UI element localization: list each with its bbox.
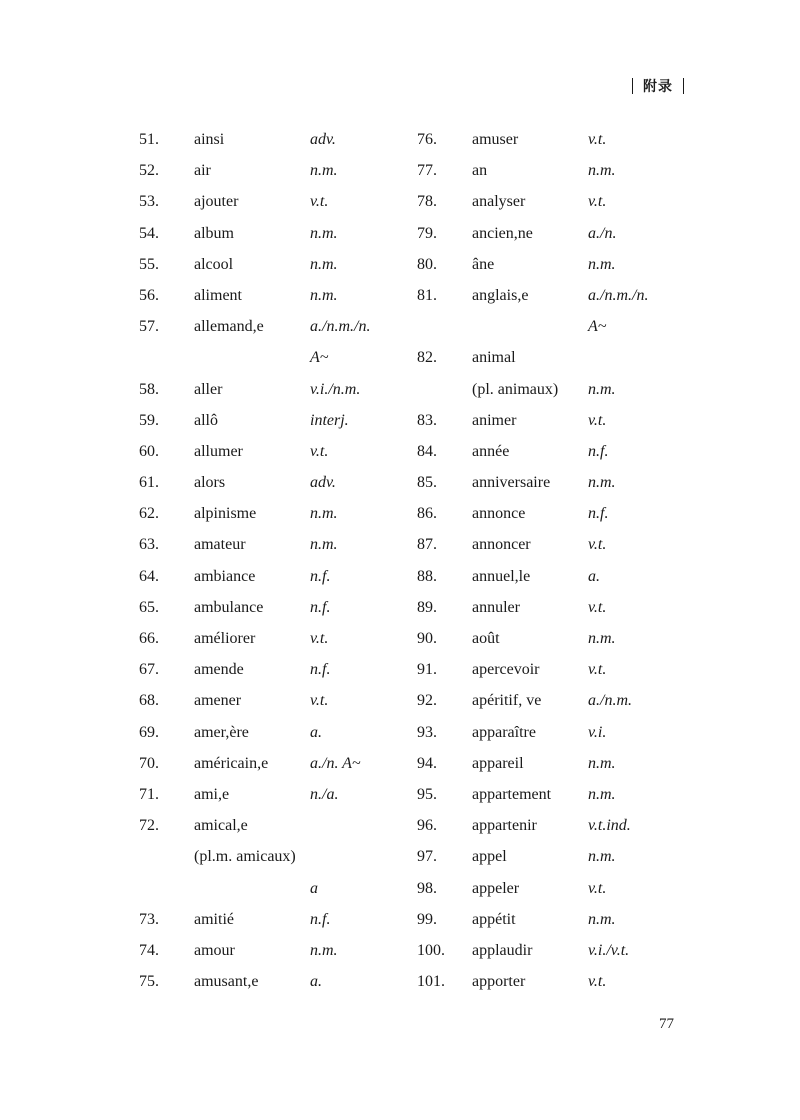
entry-part-of-speech: a. bbox=[588, 567, 600, 585]
entry-number: 92. bbox=[417, 692, 437, 710]
entry-part-of-speech: n.m. bbox=[310, 162, 338, 180]
entry-number: 90. bbox=[417, 630, 437, 647]
entry-word: annoncer bbox=[472, 536, 531, 554]
entry-word: alpinisme bbox=[194, 505, 257, 523]
entry-part-of-speech: A~ bbox=[588, 318, 607, 336]
entry-part-of-speech: a./n.m. bbox=[588, 692, 632, 710]
entry-word: allumer bbox=[194, 442, 243, 460]
entry-number: 58. bbox=[139, 380, 159, 398]
entry-part-of-speech: adv. bbox=[310, 474, 336, 492]
entry-part-of-speech: interj. bbox=[310, 411, 349, 429]
entry-number: 52. bbox=[139, 162, 159, 180]
entry-part-of-speech: v.i./n.m. bbox=[310, 380, 361, 398]
entry-number: 55. bbox=[139, 255, 159, 273]
entry-part-of-speech: n./a. bbox=[310, 785, 339, 803]
entry-part-of-speech: n.f. bbox=[588, 442, 609, 460]
entry-part-of-speech: n.f. bbox=[310, 567, 331, 585]
entry-number: 51. bbox=[139, 131, 159, 148]
entry-word: alcool bbox=[194, 255, 234, 273]
entry-word: anglais,e bbox=[472, 286, 529, 304]
entry-word: août bbox=[472, 630, 500, 647]
entry-word: appeler bbox=[472, 879, 520, 897]
entry-number: 81. bbox=[417, 286, 437, 304]
entry-part-of-speech: n.f. bbox=[588, 505, 609, 523]
entry-number: 74. bbox=[139, 941, 159, 959]
entry-word: annonce bbox=[472, 505, 526, 523]
entry-part-of-speech: n.m. bbox=[588, 162, 616, 180]
entry-word: appétit bbox=[472, 910, 516, 928]
entry-word: animer bbox=[472, 411, 517, 429]
entry-word: appartement bbox=[472, 785, 552, 803]
page-header bbox=[632, 76, 684, 96]
entry-number: 99. bbox=[417, 910, 437, 928]
entry-part-of-speech: n.m. bbox=[310, 286, 338, 304]
entry-number: 59. bbox=[139, 411, 159, 429]
entry-number: 61. bbox=[139, 474, 159, 492]
entry-word: ambulance bbox=[194, 598, 264, 616]
entry-number: 67. bbox=[139, 661, 159, 679]
header-right-rule bbox=[683, 78, 684, 94]
entry-part-of-speech: v.t. bbox=[310, 630, 329, 647]
entry-number: 71. bbox=[139, 785, 159, 803]
entry-number: 69. bbox=[139, 723, 159, 741]
entry-part-of-speech: n.m. bbox=[310, 255, 338, 273]
entry-word: aller bbox=[194, 380, 223, 398]
entry-word: apercevoir bbox=[472, 661, 540, 679]
entry-word: animal bbox=[472, 349, 516, 367]
entry-number: 62. bbox=[139, 505, 159, 523]
entry-word: année bbox=[472, 442, 510, 460]
entry-number: 86. bbox=[417, 505, 437, 523]
entry-number: 97. bbox=[417, 848, 437, 866]
entry-part-of-speech: a. bbox=[310, 973, 322, 991]
entry-number: 84. bbox=[417, 442, 437, 460]
entry-word: amer,ère bbox=[194, 723, 249, 741]
header-left-rule bbox=[632, 78, 633, 94]
entry-part-of-speech: a./n. bbox=[588, 224, 617, 242]
entry-part-of-speech: n.m. bbox=[588, 785, 616, 803]
entry-word: allô bbox=[194, 411, 218, 429]
entry-word: anniversaire bbox=[472, 474, 551, 492]
entry-part-of-speech: v.t. bbox=[588, 411, 607, 429]
entry-number: 68. bbox=[139, 692, 159, 710]
entry-word: apparaître bbox=[472, 723, 536, 741]
entry-part-of-speech: v.t. bbox=[588, 598, 607, 616]
entry-number: 98. bbox=[417, 879, 437, 897]
page-number: 77 bbox=[659, 1016, 674, 1032]
entry-word: allemand,e bbox=[194, 318, 264, 336]
entry-part-of-speech: a./n.m./n. bbox=[588, 286, 649, 304]
entry-word: alors bbox=[194, 474, 226, 492]
entry-word: ami,e bbox=[194, 785, 230, 803]
entry-number: 76. bbox=[417, 131, 437, 148]
entry-part-of-speech: n.m. bbox=[310, 536, 338, 554]
entry-number: 56. bbox=[139, 286, 159, 304]
entry-part-of-speech: v.t. bbox=[588, 879, 607, 897]
entry-part-of-speech: n.m. bbox=[310, 224, 338, 242]
entry-part-of-speech: n.m. bbox=[588, 848, 616, 866]
entry-part-of-speech: v.t. bbox=[588, 193, 607, 211]
entry-number: 85. bbox=[417, 474, 437, 492]
entry-part-of-speech: n.m. bbox=[588, 474, 616, 492]
entry-number: 82. bbox=[417, 349, 437, 367]
entry-part-of-speech: v.t. bbox=[588, 131, 607, 148]
entry-part-of-speech: v.i. bbox=[588, 723, 607, 741]
entry-word: amateur bbox=[194, 536, 246, 554]
entry-part-of-speech: a. bbox=[310, 723, 322, 741]
entry-part-of-speech: n.f. bbox=[310, 598, 331, 616]
entry-number: 89. bbox=[417, 598, 437, 616]
entry-part-of-speech: a bbox=[310, 879, 318, 897]
entry-word: amener bbox=[194, 692, 242, 710]
entry-number: 53. bbox=[139, 193, 159, 211]
entry-word: amuser bbox=[472, 131, 519, 148]
entry-number: 72. bbox=[139, 817, 159, 835]
entry-part-of-speech: v.t. bbox=[310, 193, 329, 211]
entry-part-of-speech: n.m. bbox=[310, 941, 338, 959]
entry-number: 73. bbox=[139, 910, 159, 928]
entry-part-of-speech: a./n.m./n. bbox=[310, 318, 371, 336]
entry-part-of-speech: v.t. bbox=[588, 661, 607, 679]
entry-word: ambiance bbox=[194, 567, 256, 585]
entry-part-of-speech: v.t. bbox=[310, 442, 329, 460]
entry-part-of-speech: v.t. bbox=[588, 536, 607, 554]
entry-part-of-speech: v.t. bbox=[310, 692, 329, 710]
entry-word: apéritif, ve bbox=[472, 692, 542, 710]
entry-part-of-speech: n.m. bbox=[588, 910, 616, 928]
entry-part-of-speech: v.t.ind. bbox=[588, 817, 631, 835]
entry-number: 83. bbox=[417, 411, 437, 429]
entry-number: 94. bbox=[417, 754, 437, 772]
entry-number: 93. bbox=[417, 723, 437, 741]
entry-word: apporter bbox=[472, 973, 526, 991]
entry-word: appartenir bbox=[472, 817, 537, 835]
entry-word: ainsi bbox=[194, 131, 225, 148]
entry-part-of-speech: n.m. bbox=[588, 380, 616, 398]
entry-number: 88. bbox=[417, 567, 437, 585]
entry-word: ajouter bbox=[194, 193, 239, 211]
entry-number: 60. bbox=[139, 442, 159, 460]
entry-part-of-speech: n.m. bbox=[588, 754, 616, 772]
entry-number: 80. bbox=[417, 255, 437, 273]
entry-number: 101. bbox=[417, 973, 445, 991]
entry-word: amitié bbox=[194, 910, 234, 928]
entry-word: applaudir bbox=[472, 941, 533, 959]
entry-part-of-speech: v.t. bbox=[588, 973, 607, 991]
entry-number: 63. bbox=[139, 536, 159, 554]
entry-word: amour bbox=[194, 941, 235, 959]
entry-number: 78. bbox=[417, 193, 437, 211]
entry-number: 79. bbox=[417, 224, 437, 242]
entry-number: 87. bbox=[417, 536, 437, 554]
entry-word: album bbox=[194, 224, 234, 242]
entry-part-of-speech: A~ bbox=[310, 349, 329, 367]
entry-number: 54. bbox=[139, 224, 159, 242]
entry-word: amical,e bbox=[194, 817, 248, 835]
entry-number: 70. bbox=[139, 754, 159, 772]
entry-word: âne bbox=[472, 255, 495, 273]
entry-part-of-speech: v.i./v.t. bbox=[588, 941, 630, 959]
entry-word: aliment bbox=[194, 286, 242, 304]
entry-word: air bbox=[194, 162, 211, 180]
entry-word: (pl. animaux) bbox=[472, 380, 559, 398]
entry-number: 57. bbox=[139, 318, 159, 336]
entry-part-of-speech: n.f. bbox=[310, 910, 331, 928]
entry-number: 91. bbox=[417, 661, 437, 679]
entry-number: 66. bbox=[139, 630, 159, 647]
entry-word: améliorer bbox=[194, 630, 256, 647]
entry-word: ancien,ne bbox=[472, 224, 533, 242]
section-title: 附录 bbox=[643, 79, 673, 95]
entry-word: analyser bbox=[472, 193, 526, 211]
entry-word: (pl.m. amicaux) bbox=[194, 848, 296, 866]
entry-number: 64. bbox=[139, 567, 159, 585]
entry-word: américain,e bbox=[194, 754, 269, 772]
entry-part-of-speech: adv. bbox=[310, 131, 336, 148]
entry-number: 96. bbox=[417, 817, 437, 835]
entry-number: 75. bbox=[139, 973, 159, 991]
entry-word: appareil bbox=[472, 754, 524, 772]
entry-part-of-speech: n.f. bbox=[310, 661, 331, 679]
entry-word: an bbox=[472, 162, 488, 180]
entry-word: amusant,e bbox=[194, 973, 259, 991]
entry-number: 95. bbox=[417, 785, 437, 803]
entry-number: 100. bbox=[417, 941, 445, 959]
entry-part-of-speech: a./n. A~ bbox=[310, 754, 361, 772]
entry-part-of-speech: n.m. bbox=[588, 630, 616, 647]
entry-part-of-speech: n.m. bbox=[588, 255, 616, 273]
entry-word: annuler bbox=[472, 598, 520, 616]
entry-number: 65. bbox=[139, 598, 159, 616]
entry-word: annuel,le bbox=[472, 567, 531, 585]
entry-word: amende bbox=[194, 661, 244, 679]
entry-word: appel bbox=[472, 848, 507, 866]
entry-number: 77. bbox=[417, 162, 437, 180]
entry-part-of-speech: n.m. bbox=[310, 505, 338, 523]
